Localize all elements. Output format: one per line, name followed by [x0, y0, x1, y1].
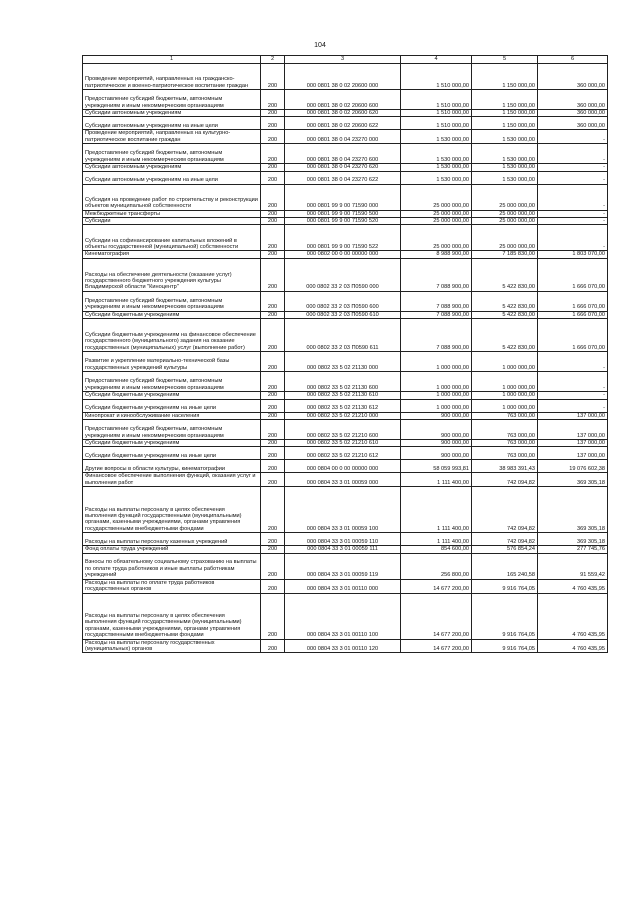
table-cell-name: Расходы на выплаты по оплате труда работников государственных органов	[83, 579, 261, 593]
table-row	[83, 533, 608, 546]
table-cell-value: 137 000,00	[538, 420, 608, 440]
table-cell-value: 25 000 000,00	[401, 184, 472, 210]
table-cell-value: 1 530 000,00	[401, 144, 472, 164]
table-cell-name: Субсидии автономным учреждениям на иные цели	[83, 171, 261, 184]
table-row	[83, 291, 608, 311]
table-cell-name: Субсидии автономным учреждениям	[83, 164, 261, 171]
table-row	[83, 553, 608, 579]
table-cell-kbk: 000 0802 33 5 02 21130 612	[285, 399, 401, 412]
table-row	[83, 210, 608, 217]
table-row	[83, 184, 608, 210]
table-cell-value: 1 111 400,00	[401, 473, 472, 487]
table-cell-value: 1 666 070,00	[538, 258, 608, 291]
table-cell-code: 200	[261, 639, 285, 653]
table-cell-name: Расходы на выплаты персоналу казенных учреждений	[83, 533, 261, 546]
table-cell-name: Предоставление субсидий бюджетным, автономным учреждениям и иным некоммерческим организациям	[83, 420, 261, 440]
table-cell-kbk: 000 0801 38 0 02 20600 000	[285, 64, 401, 90]
table-cell-code: 200	[261, 164, 285, 171]
table-row	[83, 593, 608, 639]
table-cell-value: 5 422 830,00	[472, 311, 538, 318]
table-cell-code: 200	[261, 144, 285, 164]
table-cell-value: 1 150 000,00	[472, 90, 538, 110]
table-cell-value: 1 666 070,00	[538, 291, 608, 311]
table-cell-name: Предоставление субсидий бюджетным, автономным учреждениям и иным некоммерческим организациям	[83, 144, 261, 164]
table-cell-value: 19 076 602,38	[538, 460, 608, 473]
table-cell-value: -	[538, 399, 608, 412]
table-cell-code: 200	[261, 372, 285, 392]
table-cell-value: -	[538, 164, 608, 171]
table-cell-kbk: 000 0801 38 0 02 20600 620	[285, 110, 401, 117]
table-cell-value: 137 000,00	[538, 447, 608, 460]
table-cell-value: 1 530 000,00	[472, 164, 538, 171]
table-row	[83, 117, 608, 130]
table-cell-code: 200	[261, 420, 285, 440]
table-cell-name: Субсидии на софинансирование капитальных вложений в объекты государственной (муниципальной) собственности	[83, 225, 261, 251]
table-cell-kbk: 000 0801 38 0 04 23270 000	[285, 130, 401, 144]
table-cell-code: 200	[261, 546, 285, 553]
table-cell-code: 200	[261, 352, 285, 372]
table-cell-code: 200	[261, 412, 285, 419]
table-cell-name: Другие вопросы в области культуры, кинематографии	[83, 460, 261, 473]
table-cell-name: Субсидии бюджетным учреждениям на иные цели	[83, 399, 261, 412]
table-row	[83, 399, 608, 412]
table-cell-name: Субсидии бюджетным учреждениям на иные цели	[83, 447, 261, 460]
table-cell-code: 200	[261, 64, 285, 90]
table-row	[83, 447, 608, 460]
table-cell-name: Кинематография	[83, 251, 261, 258]
table-cell-value: 25 000 000,00	[472, 218, 538, 225]
table-cell-value: 1 666 070,00	[538, 319, 608, 352]
table-cell-value: 1 510 000,00	[401, 110, 472, 117]
table-cell-value: 1 111 400,00	[401, 487, 472, 533]
table-cell-kbk: 000 0802 33 5 02 21210 000	[285, 412, 401, 419]
table-cell-kbk: 000 0802 33 2 03 П0590 610	[285, 311, 401, 318]
table-cell-code: 200	[261, 399, 285, 412]
table-cell-value: -	[538, 392, 608, 399]
table-cell-kbk: 000 0801 38 0 04 23270 620	[285, 164, 401, 171]
table-cell-value: -	[538, 218, 608, 225]
table-row	[83, 311, 608, 318]
table-cell-value: 1 000 000,00	[401, 399, 472, 412]
table-cell-kbk: 000 0802 33 5 02 21130 600	[285, 372, 401, 392]
table-cell-value: 1 510 000,00	[401, 90, 472, 110]
table-cell-value: -	[538, 144, 608, 164]
column-header: 2	[261, 56, 285, 64]
table-cell-value: 1 530 000,00	[401, 171, 472, 184]
table-cell-value: 256 800,00	[401, 553, 472, 579]
table-cell-name: Субсидии бюджетным учреждениям	[83, 311, 261, 318]
table-cell-name: Предоставление субсидий бюджетным, автономным учреждениям и иным некоммерческим организациям	[83, 90, 261, 110]
table-cell-name: Субсидии бюджетным учреждениям	[83, 392, 261, 399]
table-cell-name: Финансовое обеспечение выполнения функций, оказания услуг и выполнения работ	[83, 473, 261, 487]
table-row	[83, 258, 608, 291]
table-cell-value: 1 000 000,00	[472, 372, 538, 392]
table-cell-value: 854 600,00	[401, 546, 472, 553]
table-row	[83, 579, 608, 593]
column-header: 1	[83, 56, 261, 64]
table-row	[83, 412, 608, 419]
table-cell-value: 1 803 070,00	[538, 251, 608, 258]
table-cell-kbk: 000 0802 33 5 02 21130 000	[285, 352, 401, 372]
table-row	[83, 64, 608, 90]
table-cell-value: 1 000 000,00	[401, 392, 472, 399]
table-row	[83, 90, 608, 110]
table-cell-value: 1 666 070,00	[538, 311, 608, 318]
table-cell-value: 763 000,00	[472, 447, 538, 460]
table-cell-kbk: 000 0804 33 3 01 00110 120	[285, 639, 401, 653]
table-cell-value: -	[538, 352, 608, 372]
table-row	[83, 460, 608, 473]
table-row	[83, 319, 608, 352]
table-cell-value: 360 000,00	[538, 117, 608, 130]
table-cell-code: 200	[261, 171, 285, 184]
table-cell-code: 200	[261, 90, 285, 110]
table-cell-kbk: 000 0802 33 2 03 П0590 000	[285, 258, 401, 291]
table-cell-value: 1 530 000,00	[401, 130, 472, 144]
table-cell-value: 1 510 000,00	[401, 64, 472, 90]
table-cell-value: 9 916 764,05	[472, 639, 538, 653]
table-cell-value: 7 088 900,00	[401, 319, 472, 352]
table-cell-value: 7 185 830,00	[472, 251, 538, 258]
table-cell-name: Кинопрокат и кинообслуживание населения	[83, 412, 261, 419]
table-cell-name: Предоставление субсидий бюджетным, автономным учреждениям и иным некоммерческим организациям	[83, 372, 261, 392]
table-cell-kbk: 000 0801 38 0 02 20600 600	[285, 90, 401, 110]
table-row	[83, 352, 608, 372]
table-cell-value: 14 677 200,00	[401, 579, 472, 593]
table-cell-kbk: 000 0801 38 0 02 20600 622	[285, 117, 401, 130]
table-row	[83, 392, 608, 399]
table-cell-value: 137 000,00	[538, 440, 608, 447]
table-cell-kbk: 000 0802 33 5 02 21210 610	[285, 440, 401, 447]
table-cell-value: 1 510 000,00	[401, 117, 472, 130]
table-cell-value: 360 000,00	[538, 64, 608, 90]
table-cell-value: 25 000 000,00	[472, 210, 538, 217]
table-cell-value: 25 000 000,00	[401, 225, 472, 251]
table-cell-code: 200	[261, 210, 285, 217]
table-cell-value: -	[538, 210, 608, 217]
table-cell-name: Проведение мероприятий, направленных на культурно-патриотическое воспитание граждан	[83, 130, 261, 144]
table-row	[83, 546, 608, 553]
table-cell-value: 369 305,18	[538, 473, 608, 487]
table-cell-value: 1 530 000,00	[472, 144, 538, 164]
table-cell-value: 1 150 000,00	[472, 64, 538, 90]
table-cell-value: 7 088 900,00	[401, 311, 472, 318]
table-cell-value: 763 000,00	[472, 440, 538, 447]
table-cell-kbk: 000 0802 33 2 03 П0590 600	[285, 291, 401, 311]
table-cell-kbk: 000 0801 38 0 04 23270 600	[285, 144, 401, 164]
table-cell-code: 200	[261, 225, 285, 251]
column-header: 6	[538, 56, 608, 64]
table-cell-value: 360 000,00	[538, 110, 608, 117]
table-cell-value: 1 530 000,00	[472, 171, 538, 184]
table-row	[83, 420, 608, 440]
table-cell-kbk: 000 0801 99 9 00 71590 520	[285, 218, 401, 225]
table-cell-code: 200	[261, 258, 285, 291]
table-cell-name: Проведение мероприятий, направленных на гражданско-патриотическое и военно-патриотическое воспитание граждан	[83, 64, 261, 90]
table-cell-name: Субсидии бюджетным учреждениям	[83, 440, 261, 447]
table-cell-value: 14 677 200,00	[401, 639, 472, 653]
table-row	[83, 130, 608, 144]
table-cell-name: Расходы на выплаты персоналу в целях обеспечения выполнения функций государственными (муниципальными) органами, казенными учреждениями, органами управления государственными внебюджетными фондами	[83, 487, 261, 533]
table-cell-code: 200	[261, 473, 285, 487]
table-row	[83, 440, 608, 447]
budget-table	[82, 55, 608, 653]
table-cell-value: 58 059 993,81	[401, 460, 472, 473]
table-cell-value: 25 000 000,00	[472, 184, 538, 210]
table-cell-kbk: 000 0802 33 5 02 21210 612	[285, 447, 401, 460]
table-cell-code: 200	[261, 311, 285, 318]
table-cell-value: 1 000 000,00	[472, 352, 538, 372]
table-cell-kbk: 000 0804 33 3 01 00110 000	[285, 579, 401, 593]
table-cell-value: 91 559,42	[538, 553, 608, 579]
table-cell-value: 1 150 000,00	[472, 117, 538, 130]
table-row	[83, 218, 608, 225]
table-cell-kbk: 000 0804 33 3 01 00059 100	[285, 487, 401, 533]
table-cell-code: 200	[261, 130, 285, 144]
table-cell-value: -	[538, 225, 608, 251]
table-cell-name: Взносы по обязательному социальному страхованию на выплаты по оплате труда работников и иные выплаты работникам учреждений	[83, 553, 261, 579]
table-cell-name: Межбюджетные трансферты	[83, 210, 261, 217]
table-cell-code: 200	[261, 440, 285, 447]
table-row	[83, 372, 608, 392]
table-cell-code: 200	[261, 291, 285, 311]
table-row	[83, 164, 608, 171]
table-cell-name: Субсидии автономным учреждениям на иные цели	[83, 117, 261, 130]
table-cell-kbk: 000 0804 00 0 00 00000 000	[285, 460, 401, 473]
table-cell-kbk: 000 0804 33 3 01 00059 000	[285, 473, 401, 487]
table-cell-value: 9 916 764,05	[472, 593, 538, 639]
table-cell-value: 576 854,24	[472, 546, 538, 553]
table-cell-value: 5 422 830,00	[472, 319, 538, 352]
table-cell-value: 7 088 900,00	[401, 258, 472, 291]
table-cell-kbk: 000 0804 33 3 01 00059 110	[285, 533, 401, 546]
table-cell-value: 1 111 400,00	[401, 533, 472, 546]
table-cell-kbk: 000 0801 38 0 04 23270 622	[285, 171, 401, 184]
table-cell-code: 200	[261, 533, 285, 546]
table-cell-value: 900 000,00	[401, 440, 472, 447]
table-cell-name: Развитие и укрепление материально-технической базы государственных учреждений культуры	[83, 352, 261, 372]
table-cell-value: 8 988 900,00	[401, 251, 472, 258]
table-cell-code: 200	[261, 553, 285, 579]
table-cell-value: 369 305,18	[538, 487, 608, 533]
table-cell-name: Расходы на обеспечение деятельности (оказание услуг) государственного бюджетного учреждения культуры Владимирской области "Киноцентр"	[83, 258, 261, 291]
table-row	[83, 171, 608, 184]
table-cell-code: 200	[261, 319, 285, 352]
table-cell-value: 900 000,00	[401, 420, 472, 440]
table-cell-name: Фонд оплаты труда учреждений	[83, 546, 261, 553]
column-header: 4	[401, 56, 472, 64]
table-cell-value: 1 000 000,00	[472, 392, 538, 399]
table-cell-value: 25 000 000,00	[401, 218, 472, 225]
table-cell-value: 369 305,18	[538, 533, 608, 546]
table-cell-code: 200	[261, 110, 285, 117]
table-cell-value: 742 094,82	[472, 533, 538, 546]
table-row	[83, 473, 608, 487]
table-cell-name: Субсидии бюджетным учреждениям на финансовое обеспечение государственного (муниципального) задания на оказание государственных (муниципальных) услуг (выполнение работ)	[83, 319, 261, 352]
table-cell-code: 200	[261, 593, 285, 639]
table-cell-code: 200	[261, 117, 285, 130]
table-cell-value: 900 000,00	[401, 412, 472, 419]
table-cell-kbk: 000 0804 33 3 01 00110 100	[285, 593, 401, 639]
table-cell-name: Субсидия на проведение работ по строительству и реконструкции объектов муниципальной собственности	[83, 184, 261, 210]
table-cell-value: -	[538, 184, 608, 210]
table-cell-name: Субсидии	[83, 218, 261, 225]
table-cell-value: 360 000,00	[538, 90, 608, 110]
table-cell-value: 4 760 435,95	[538, 593, 608, 639]
table-cell-name: Расходы на выплаты персоналу государственных (муниципальных) органов	[83, 639, 261, 653]
table-cell-value: 4 760 435,95	[538, 579, 608, 593]
header-row	[83, 56, 608, 64]
table-cell-value: 763 000,00	[472, 420, 538, 440]
table-cell-kbk: 000 0802 33 5 02 21210 600	[285, 420, 401, 440]
table-cell-code: 200	[261, 579, 285, 593]
table-cell-value: 14 677 200,00	[401, 593, 472, 639]
table-row	[83, 251, 608, 258]
table-cell-kbk: 000 0801 99 9 00 71590 000	[285, 184, 401, 210]
table-cell-value: 5 422 830,00	[472, 258, 538, 291]
table-cell-name: Предоставление субсидий бюджетным, автономным учреждениям и иным некоммерческим организациям	[83, 291, 261, 311]
table-cell-kbk: 000 0801 99 9 00 71590 522	[285, 225, 401, 251]
table-cell-code: 200	[261, 392, 285, 399]
table-cell-value: 1 000 000,00	[401, 372, 472, 392]
table-cell-value: 1 530 000,00	[401, 164, 472, 171]
table-cell-value: 1 150 000,00	[472, 110, 538, 117]
table-cell-value: 742 094,82	[472, 487, 538, 533]
table-cell-value: 25 000 000,00	[401, 210, 472, 217]
page-number: 104	[314, 42, 326, 49]
table-cell-value: 763 000,00	[472, 412, 538, 419]
table-cell-value: 4 760 435,95	[538, 639, 608, 653]
table-cell-value: 1 000 000,00	[401, 352, 472, 372]
table-cell-name: Расходы на выплаты персоналу в целях обеспечения выполнения функций государственными (муниципальными) органами, казенными учреждениями, органами управления государственными внебюджетными фондами	[83, 593, 261, 639]
table-cell-kbk: 000 0802 33 5 02 21130 610	[285, 392, 401, 399]
table-cell-kbk: 000 0802 00 0 00 00000 000	[285, 251, 401, 258]
table-cell-code: 200	[261, 184, 285, 210]
table-cell-value: 1 530 000,00	[472, 130, 538, 144]
table-cell-value: 165 240,58	[472, 553, 538, 579]
table-cell-code: 200	[261, 447, 285, 460]
table-cell-value: -	[538, 372, 608, 392]
column-header: 5	[472, 56, 538, 64]
table-cell-kbk: 000 0802 33 2 03 П0590 611	[285, 319, 401, 352]
table-row	[83, 144, 608, 164]
table-cell-value: -	[538, 130, 608, 144]
table-row	[83, 225, 608, 251]
table-cell-code: 200	[261, 218, 285, 225]
table-cell-code: 200	[261, 251, 285, 258]
table-cell-name: Субсидии автономным учреждениям	[83, 110, 261, 117]
table-cell-value: 277 745,76	[538, 546, 608, 553]
table-cell-code: 200	[261, 487, 285, 533]
table-cell-value: 38 983 391,43	[472, 460, 538, 473]
table-cell-value: 900 000,00	[401, 447, 472, 460]
table-cell-value: 137 000,00	[538, 412, 608, 419]
table-cell-value: -	[538, 171, 608, 184]
table-row	[83, 639, 608, 653]
table-cell-value: 25 000 000,00	[472, 225, 538, 251]
table-cell-value: 1 000 000,00	[472, 399, 538, 412]
table-cell-value: 9 916 764,05	[472, 579, 538, 593]
table-cell-kbk: 000 0804 33 3 01 00059 111	[285, 546, 401, 553]
table-cell-value: 742 094,82	[472, 473, 538, 487]
table-row	[83, 487, 608, 533]
table-cell-value: 5 422 830,00	[472, 291, 538, 311]
table-cell-value: 7 088 900,00	[401, 291, 472, 311]
table-cell-code: 200	[261, 460, 285, 473]
table-cell-kbk: 000 0804 33 3 01 00059 119	[285, 553, 401, 579]
column-header: 3	[285, 56, 401, 64]
table-cell-kbk: 000 0801 99 9 00 71590 500	[285, 210, 401, 217]
table-row	[83, 110, 608, 117]
